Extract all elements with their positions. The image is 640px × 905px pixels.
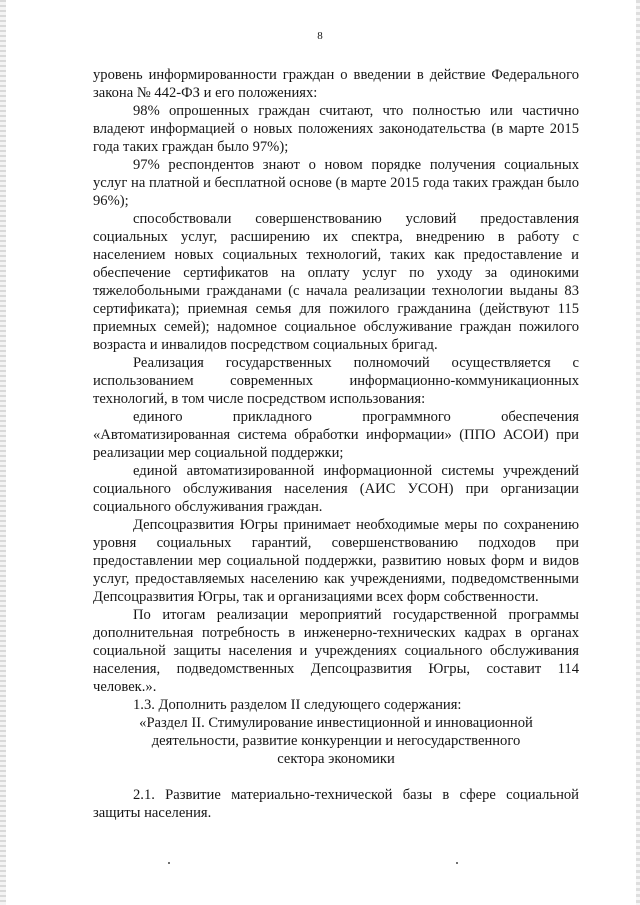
scan-edge-right	[636, 0, 640, 905]
paragraph-ais-uson: единой автоматизированной информационной системы учреждений социального обслуживания населения (АИС УСОН) при организации социального обслуживания граждан.	[93, 463, 579, 515]
section-heading: «Раздел II. Стимулирование инвестиционной и инновационной деятельности, развитие конкуренции и негосударственного сектора экономики	[139, 715, 533, 767]
paragraph-ppo-asoi: единого прикладного программного обеспечения «Автоматизированная система обработки информации» (ППО АСОИ) при реализации мер социальной поддержки;	[93, 409, 579, 461]
paragraph-depsocrazvitiya: Депсоцразвития Югры принимает необходимые меры по сохранению уровня социальных гарантий, совершенствованию подходов при предоставлении мер социальной поддержки, развитию новых форм и видов услуг, предоставляемых населению как учреждениями, подведомственными Депсоцразвития Югры, так и организациями всех форм собственности.	[93, 517, 579, 605]
scan-speck	[456, 862, 458, 864]
paragraph-98-percent: 98% опрошенных граждан считают, что полностью или частично владеют информацией о новых положениях законодательства (в марте 2015 года таких граждан было 97%);	[93, 103, 579, 155]
paragraph-subsection-2-1: 2.1. Развитие материально-технической базы в сфере социальной защиты населения.	[93, 787, 579, 821]
paragraph-it-usage: Реализация государственных полномочий осуществляется с использованием современных информационно-коммуникационных технологий, в том числе посредством использования:	[93, 355, 579, 407]
body-text	[93, 66, 579, 822]
paragraph-amendment: 1.3. Дополнить разделом II следующего содержания:	[133, 697, 462, 713]
paragraph-awareness-intro: уровень информированности граждан о введении в действие Федерального закона № 442-ФЗ и его положениях:	[93, 67, 579, 101]
page-number: 8	[317, 30, 323, 42]
paragraph-staff-need: По итогам реализации мероприятий государственной программы дополнительная потребность в инженерно-технических кадрах в органах социальной защиты населения и учреждениях социального обслуживания населения, подведомственных Депсоцразвития Югры, составит 114 человек.».	[93, 607, 579, 695]
scan-edge-left	[0, 0, 6, 905]
scan-speck	[168, 862, 170, 864]
paragraph-improvement: способствовали совершенствованию условий предоставления социальных услуг, расширению их спектра, внедрению в работу с населением новых социальных технологий, таких как предоставление и обеспечение сертификатов на оплату услуг по уходу за одинокими тяжелобольными гражданами (с начала реализации технологии выданы 83 сертификата); приемная семья для пожилого гражданина (действуют 115 приемных семей); надомное социальное обслуживание граждан пожилого возраста и инвалидов посредством социальных бригад.	[93, 211, 579, 353]
paragraph-97-percent: 97% респондентов знают о новом порядке получения социальных услуг на платной и бесплатной основе (в марте 2015 года таких граждан было 96%);	[93, 157, 579, 209]
